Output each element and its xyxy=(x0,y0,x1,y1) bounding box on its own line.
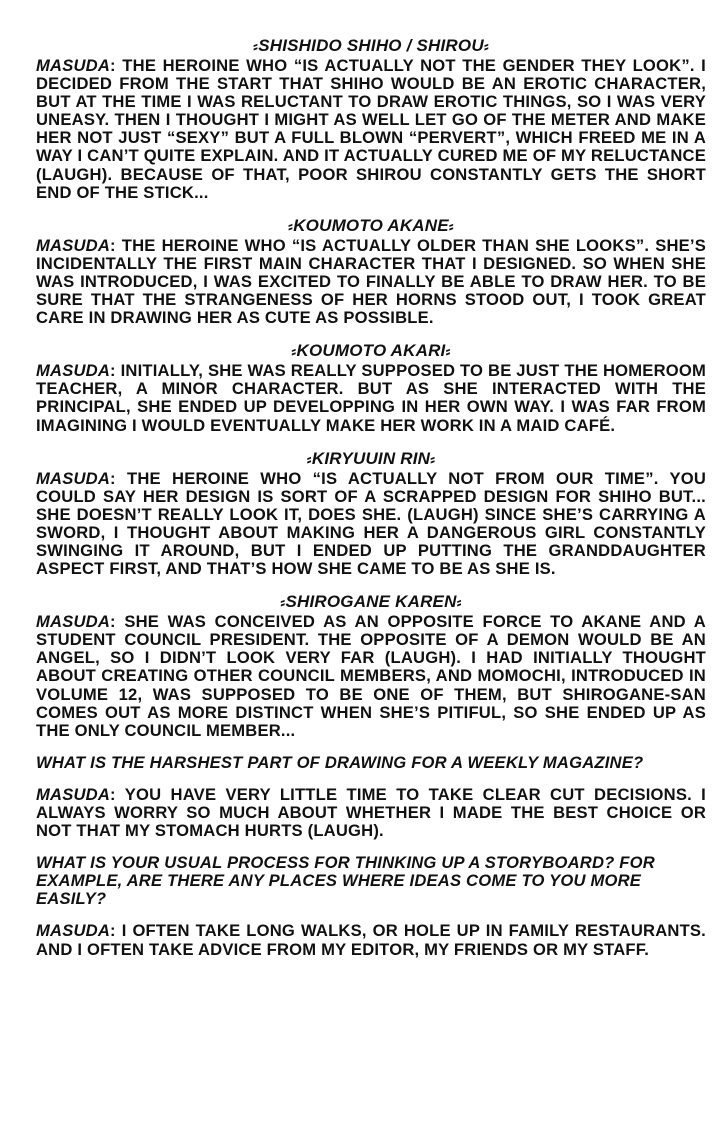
heading-text: KIRYUUIN RIN xyxy=(311,448,431,468)
speaker-name: MASUDA xyxy=(36,784,111,804)
section-heading xyxy=(36,36,706,57)
interview-answer xyxy=(36,786,706,840)
heading-text: KOUMOTO AKARI xyxy=(296,341,446,361)
section-heading xyxy=(36,341,706,362)
ornament-right-icon: ⸗ xyxy=(448,217,454,235)
answer-text: : I OFTEN TAKE LONG WALKS, OR HOLE UP IN FAMILY RESTAURANTS. AND I OFTEN TAKE ADVICE FROM MY EDITOR, MY FRIENDS OR MY STAFF. xyxy=(36,921,706,959)
speaker-name: MASUDA xyxy=(36,612,111,632)
section-body xyxy=(36,362,706,434)
interview-question: WHAT IS YOUR USUAL PROCESS FOR THINKING UP A STORYBOARD? FOR EXAMPLE, ARE THERE ANY PLACES WHERE IDEAS COME TO YOU MORE EASILY? xyxy=(36,853,655,909)
character-section-akane xyxy=(36,216,706,327)
heading-text: KOUMOTO AKANE xyxy=(293,215,449,235)
speaker-name: MASUDA xyxy=(36,468,111,488)
ornament-left-icon: ⸗ xyxy=(306,450,312,468)
section-heading xyxy=(36,449,706,470)
section-body xyxy=(36,57,706,202)
section-body xyxy=(36,237,706,327)
ornament-left-icon: ⸗ xyxy=(252,38,259,55)
character-section-rin xyxy=(36,449,706,579)
section-text: : THE HEROINE WHO “IS ACTUALLY NOT FROM OUR TIME”. YOU COULD SAY HER DESIGN IS SORT OF A SCRAPPED DESIGN FOR SHIHO BUT... SHE DOESN’T REALLY LOOK IT, DOES SHE. (LAUGH) SINCE SHE’S CARRYING A SWORD, I THOUGHT ABOUT MAKING HER A DANGEROUS GIRL CONSTANTLY SWINGING IT AROUND, BUT I ENDED UP PUTTING THE GRANDDAUGHTER ASPECT FIRST, AND THAT’S HOW SHE CAME TO BE AS SHE IS. xyxy=(36,468,706,579)
interview-answer xyxy=(36,922,706,958)
ornament-left-icon: ⸗ xyxy=(287,217,294,235)
answer-text: : YOU HAVE VERY LITTLE TIME TO TAKE CLEAR CUT DECISIONS. I ALWAYS WORRY SO MUCH ABOUT WHETHER I MADE THE BEST CHOICE OR NOT THAT MY STOMACH HURTS (LAUGH). xyxy=(36,784,706,841)
section-text: : INITIALLY, SHE WAS REALLY SUPPOSED TO BE JUST THE HOMEROOM TEACHER, A MINOR CHARACTER. BUT AS SHE INTERACTED WITH THE PRINCIPAL, SHE ENDED UP DEVELOPPING IN HER OWN WAY. I WAS FAR FROM IMAGINING I WOULD EVENTUALLY MAKE HER WORK IN A MAID CAFÉ. xyxy=(36,361,706,435)
heading-text: SHIROGANE KAREN xyxy=(285,592,457,612)
ornament-right-icon: ⸗ xyxy=(483,38,490,55)
heading-text: SHISHIDO SHIHO / SHIROU xyxy=(258,36,484,55)
ornament-left-icon: ⸗ xyxy=(280,594,286,612)
speaker-name: MASUDA xyxy=(36,361,111,381)
character-section-karen xyxy=(36,592,706,740)
section-body xyxy=(36,470,706,579)
section-heading xyxy=(36,592,706,613)
section-body xyxy=(36,613,706,740)
section-text: : THE HEROINE WHO “IS ACTUALLY NOT THE GENDER THEY LOOK”. I DECIDED FROM THE START THAT SHIHO WOULD BE AN EROTIC CHARACTER, BUT AT THE TIME I WAS RELUCTANT TO DRAW EROTIC THINGS, SO I WAS VERY UNEASY. THEN I THOUGHT I MIGHT AS WELL LET GO OF THE METER AND MAKE HER NOT JUST “SEXY” BUT A FULL BLOWN “PERVERT”, WHICH FREED ME IN A WAY I CAN’T QUITE EXPLAIN. AND IT ACTUALLY CURED ME OF MY RELUCTANCE (LAUGH). BECAUSE OF THAT, POOR SHIROU CONSTANTLY GETS THE SHORT END OF THE STICK... xyxy=(36,56,706,202)
section-text: : THE HEROINE WHO “IS ACTUALLY OLDER THAN SHE LOOKS”. SHE’S INCIDENTALLY THE FIRST MAIN CHARACTER THAT I DESIGNED. SO WHEN SHE WAS INTRODUCED, I WAS EXCITED TO FINALLY BE ABLE TO DRAW HER. TO BE SURE THAT THE STRANGENESS OF HER HORNS STOOD OUT, I TOOK GREAT CARE IN DRAWING HER AS CUTE AS POSSIBLE. xyxy=(36,235,706,328)
ornament-left-icon: ⸗ xyxy=(291,343,297,361)
speaker-name: MASUDA xyxy=(36,921,111,941)
section-text: : SHE WAS CONCEIVED AS AN OPPOSITE FORCE TO AKANE AND A STUDENT COUNCIL PRESIDENT. THE OPPOSITE OF A DEMON WOULD BE AN ANGEL, SO I DIDN’T LOOK VERY FAR (LAUGH). I HAD INITIALLY THOUGHT ABOUT CREATING OTHER COUNCIL MEMBERS, AND MOMOCHI, INTRODUCED IN VOLUME 12, WAS SUPPOSED TO BE ONE OF THEM, BUT SHIROGANE-SAN COMES OUT AS MORE DISTINCT WHEN SHE’S PITIFUL, SO SHE ENDED UP AS THE ONLY COUNCIL MEMBER... xyxy=(36,612,706,740)
speaker-name: MASUDA xyxy=(36,56,111,75)
character-section-akari xyxy=(36,341,706,434)
interview-question: WHAT IS THE HARSHEST PART OF DRAWING FOR A WEEKLY MAGAZINE? xyxy=(36,752,644,772)
ornament-right-icon: ⸗ xyxy=(430,450,436,468)
interview-page xyxy=(36,36,706,973)
character-section-shiho xyxy=(36,36,706,202)
speaker-name: MASUDA xyxy=(36,235,111,255)
qa-block-storyboard xyxy=(36,854,706,958)
section-heading xyxy=(36,216,706,237)
ornament-right-icon: ⸗ xyxy=(456,594,462,612)
qa-block-weekly xyxy=(36,754,706,840)
ornament-right-icon: ⸗ xyxy=(445,343,451,361)
